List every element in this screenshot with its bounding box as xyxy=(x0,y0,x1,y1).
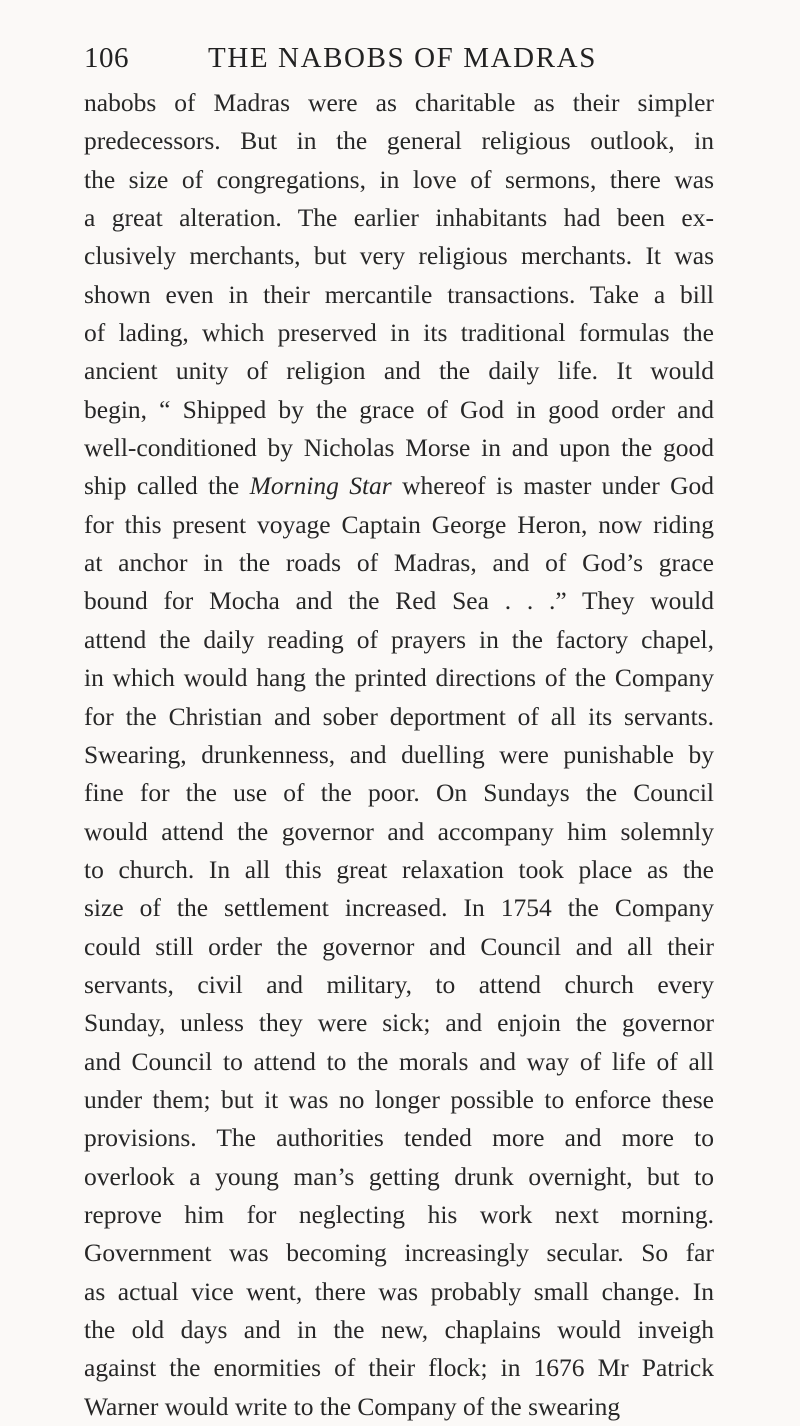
text-line: of lading, which preserved in its traditional formulas the xyxy=(84,318,714,348)
text-line: the size of congregations, in love of sermons, there was xyxy=(84,164,714,194)
text-line: as actual vice went, there was probably small change. In xyxy=(84,1276,714,1306)
text-line: overlook a young man’s getting drunk overnight, but to xyxy=(84,1161,714,1191)
text-line-with-ship-name xyxy=(84,467,714,505)
text-line: bound for Mocha and the Red Sea . . .” They would xyxy=(84,586,714,616)
text-line: could still order the governor and Council and all their xyxy=(84,931,714,961)
text-line: under them; but it was no longer possible to enforce these xyxy=(84,1084,714,1114)
text-line: Warner would write to the Company of the swearing xyxy=(84,1391,621,1421)
text-line: fine for the use of the poor. On Sundays the Council xyxy=(84,778,714,808)
text-line: would attend the governor and accompany him solemnly xyxy=(84,816,714,846)
text-line: servants, civil and military, to attend church every xyxy=(84,969,714,999)
page-header xyxy=(84,42,706,86)
body-text xyxy=(84,84,714,1426)
text-line: in which would hang the printed directions of the Company xyxy=(84,663,714,693)
text-line: provisions. The authorities tended more and more to xyxy=(84,1123,714,1153)
running-title: THE NABOBS OF MADRAS xyxy=(208,42,597,74)
text-line: attend the daily reading of prayers in the factory chapel, xyxy=(84,624,714,654)
text-line: a great alteration. The earlier inhabitants had been ex- xyxy=(84,203,714,233)
text-line: Government was becoming increasingly secular. So far xyxy=(84,1238,714,1268)
text-line: shown even in their mercantile transactions. Take a bill xyxy=(84,279,714,309)
text-line: and Council to attend to the morals and way of life of all xyxy=(84,1046,714,1076)
text-line: for this present voyage Captain George Heron, now riding xyxy=(84,509,714,539)
text-line: well-conditioned by Nicholas Morse in and upon the good xyxy=(84,433,714,463)
text-line: nabobs of Madras were as charitable as their simpler xyxy=(84,88,714,117)
text-line: Sunday, unless they were sick; and enjoin the governor xyxy=(84,1008,714,1038)
ship-name: Morning Star xyxy=(249,471,392,501)
text-line: begin, “ Shipped by the grace of God in good order and xyxy=(84,394,714,424)
page-number: 106 xyxy=(84,42,129,74)
text-line: for the Christian and sober deportment of all its servants. xyxy=(84,701,714,731)
text-line: at anchor in the roads of Madras, and of God’s grace xyxy=(84,548,714,578)
text-line: Swearing, drunkenness, and duelling were punishable by xyxy=(84,739,714,769)
text-line: size of the settlement increased. In 1754 the Company xyxy=(84,893,714,923)
text-line: against the enormities of their flock; in 1676 Mr Patrick xyxy=(84,1353,714,1383)
text-line: predecessors. But in the general religious outlook, in xyxy=(84,126,714,156)
text-line: to church. In all this great relaxation took place as the xyxy=(84,854,714,884)
line-tail: whereof is master under God xyxy=(391,471,714,501)
text-line: reprove him for neglecting his work next morning. xyxy=(84,1199,714,1229)
text-line: ancient unity of religion and the daily life. It would xyxy=(84,356,714,386)
text-line: clusively merchants, but very religious merchants. It was xyxy=(84,241,714,271)
text-line: the old days and in the new, chaplains would inveigh xyxy=(84,1315,714,1344)
line-lead: ship called the xyxy=(84,471,250,501)
